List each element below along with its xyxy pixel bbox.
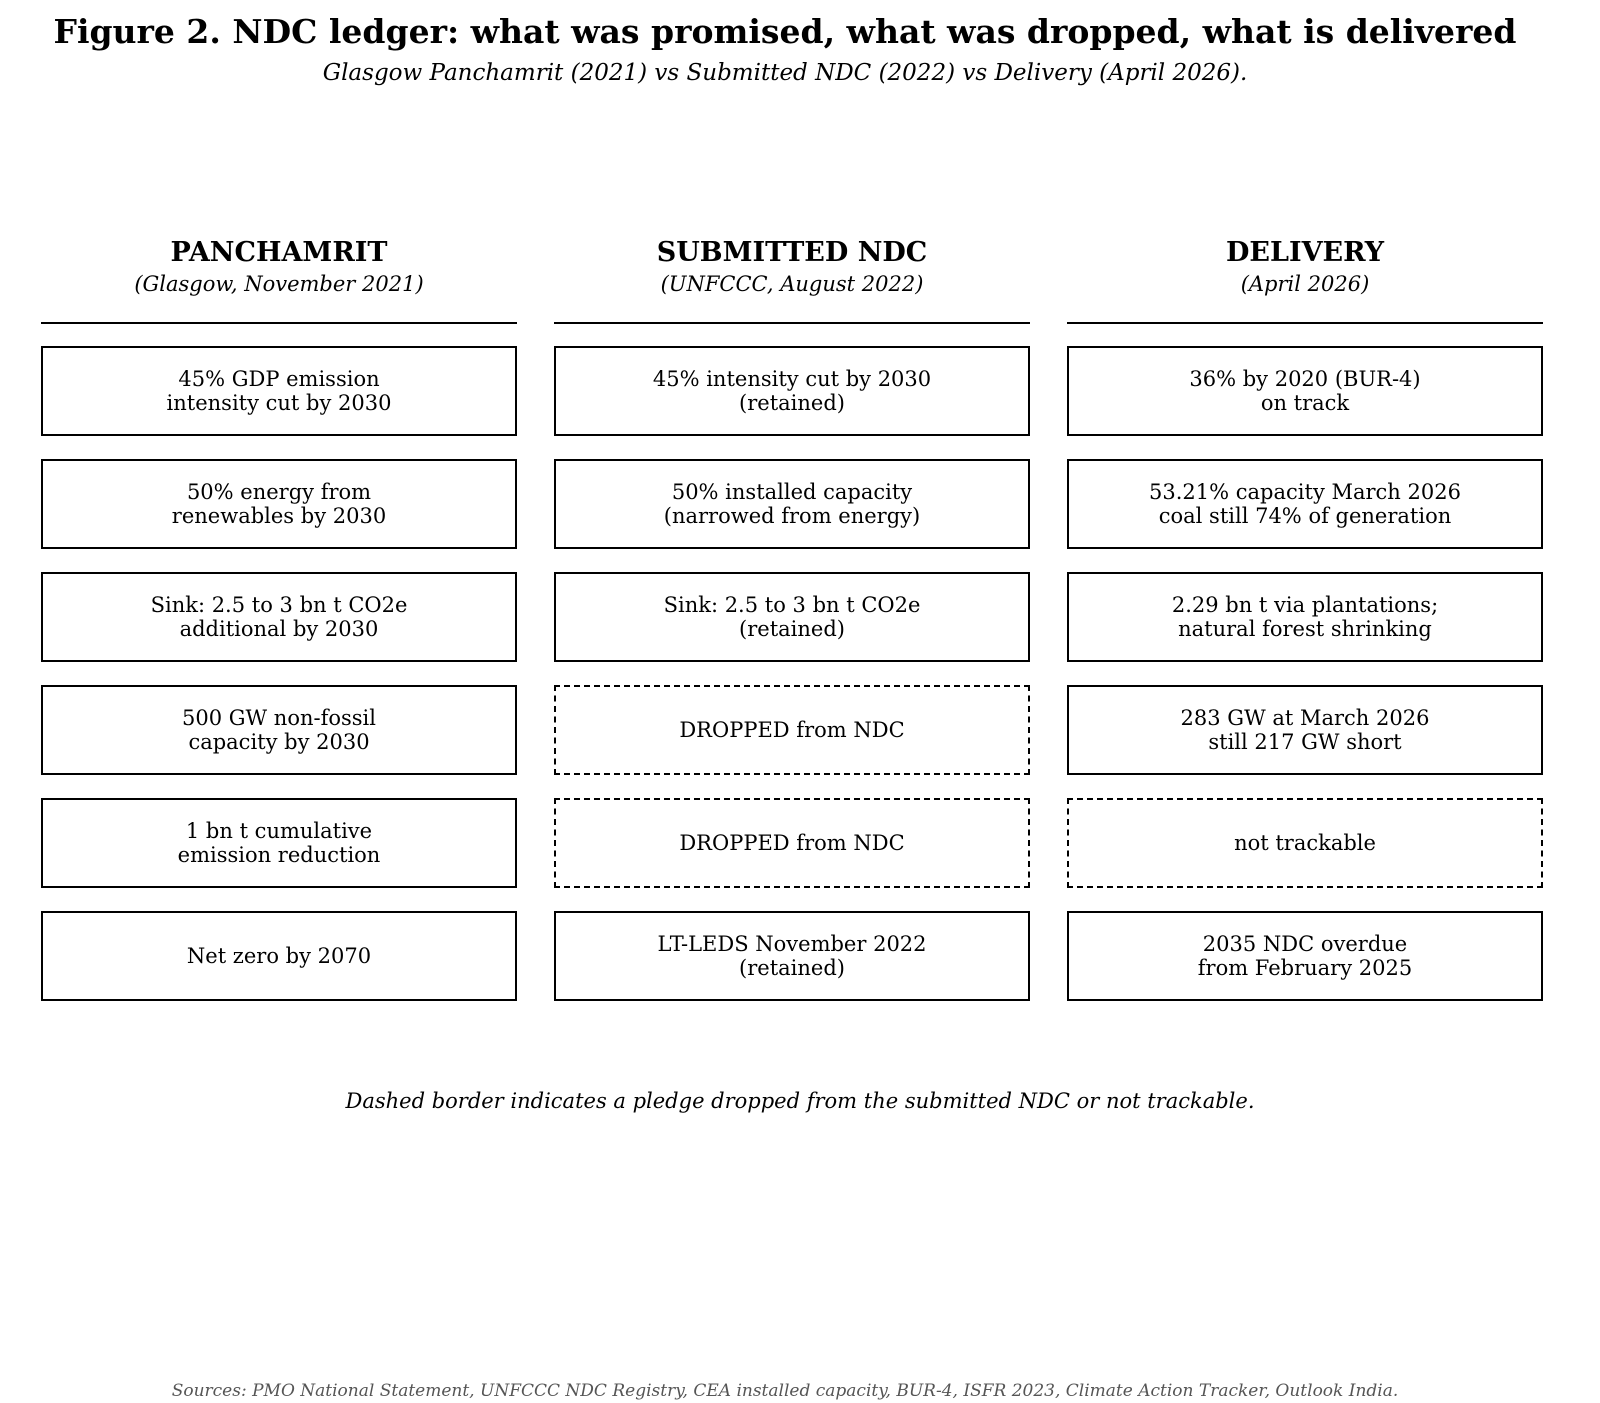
column-subtitle: (UNFCCC, August 2022) (660, 272, 924, 296)
pledge-box (554, 572, 1030, 662)
pledge-text-line: 500 GW non-fossil (182, 706, 376, 730)
pledge-text-line: emission reduction (177, 843, 381, 867)
pledge-text-line: additional by 2030 (179, 617, 379, 641)
pledge-text-line: from February 2025 (1197, 956, 1413, 980)
pledge-text-line: not trackable (1234, 831, 1376, 855)
pledge-text-line: 2.29 bn t via plantations; (1171, 593, 1439, 617)
column-subtitle: (April 2026) (1240, 272, 1370, 296)
pledge-text-line: on track (1260, 391, 1350, 415)
column-title: SUBMITTED NDC (656, 237, 928, 268)
pledge-text-line: 36% by 2020 (BUR-4) (1189, 367, 1421, 391)
pledge-text-line: (retained) (739, 956, 845, 980)
column-header (554, 236, 1030, 324)
pledge-box (41, 346, 517, 436)
pledge-text-line: DROPPED from NDC (679, 831, 905, 855)
pledge-box (41, 911, 517, 1001)
pledge-box (1067, 459, 1543, 549)
pledge-box (1067, 572, 1543, 662)
pledge-text-line: Sink: 2.5 to 3 bn t CO2e (150, 593, 408, 617)
pledge-box (41, 459, 517, 549)
sources-footnote: Sources: PMO National Statement, UNFCCC NDC Registry, CEA installed capacity, BUR-4, ISFR 2023, Climate Action Tracker, Outlook India. (171, 1381, 1399, 1401)
pledge-box (41, 572, 517, 662)
pledge-box-dashed (1067, 798, 1543, 888)
pledge-text-line: LT-LEDS November 2022 (657, 932, 927, 956)
pledge-text-line: 2035 NDC overdue (1202, 932, 1408, 956)
pledge-text-line: intensity cut by 2030 (166, 391, 392, 415)
pledge-text-line: natural forest shrinking (1178, 617, 1432, 641)
column-panchamrit (41, 236, 517, 968)
pledge-text-line: 283 GW at March 2026 (1180, 706, 1430, 730)
pledge-text-line: Sink: 2.5 to 3 bn t CO2e (663, 593, 921, 617)
pledge-box (41, 798, 517, 888)
figure-title: Figure 2. NDC ledger: what was promised, what was dropped, what is delivered (53, 12, 1517, 51)
column-title: DELIVERY (1225, 237, 1385, 268)
pledge-text-line: 53.21% capacity March 2026 (1149, 480, 1461, 504)
pledge-text-line: 45% intensity cut by 2030 (652, 367, 932, 391)
pledge-box (554, 346, 1030, 436)
column-header (41, 236, 517, 324)
pledge-text-line: 50% installed capacity (671, 480, 913, 504)
pledge-box (41, 685, 517, 775)
pledge-text-line: 50% energy from (186, 480, 372, 504)
pledge-text-line: (retained) (739, 391, 845, 415)
pledge-box (1067, 346, 1543, 436)
column-delivery (1067, 236, 1543, 980)
pledge-box (1067, 911, 1543, 1001)
pledge-text-line: Net zero by 2070 (186, 944, 372, 968)
figure-subtitle: Glasgow Panchamrit (2021) vs Submitted NDC (2022) vs Delivery (April 2026). (322, 60, 1248, 86)
pledge-text-line: 45% GDP emission (178, 367, 380, 391)
pledge-text-line: coal still 74% of generation (1158, 504, 1452, 528)
column-submitted-ndc (554, 236, 1030, 980)
pledge-box-dashed (554, 798, 1030, 888)
column-title: PANCHAMRIT (170, 237, 388, 268)
pledge-box-dashed (554, 685, 1030, 775)
pledge-box (554, 459, 1030, 549)
legend-note: Dashed border indicates a pledge dropped from the submitted NDC or not trackable. (345, 1089, 1255, 1113)
pledge-box (554, 911, 1030, 1001)
pledge-text-line: (retained) (739, 617, 845, 641)
pledge-text-line: still 217 GW short (1208, 730, 1402, 754)
column-header (1067, 236, 1543, 324)
column-subtitle: (Glasgow, November 2021) (134, 272, 424, 296)
pledge-text-line: capacity by 2030 (188, 730, 370, 754)
pledge-box (1067, 685, 1543, 775)
pledge-text-line: (narrowed from energy) (663, 504, 921, 528)
pledge-text-line: 1 bn t cumulative (185, 819, 373, 843)
pledge-text-line: DROPPED from NDC (679, 718, 905, 742)
pledge-text-line: renewables by 2030 (171, 504, 387, 528)
